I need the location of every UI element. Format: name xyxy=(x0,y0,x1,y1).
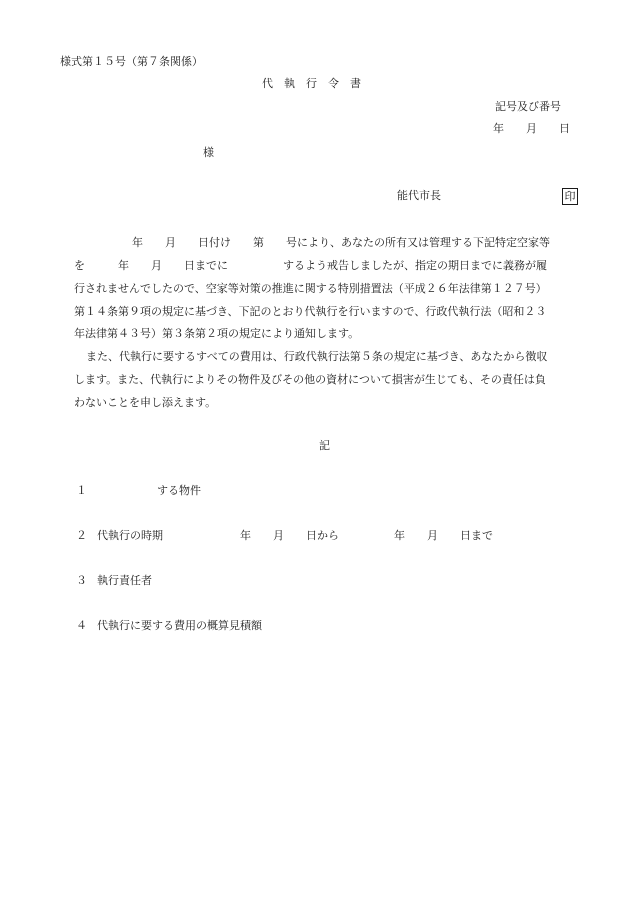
body-line: を 年 月 日までに するよう戒告しましたが、指定の期日までに義務が履 xyxy=(74,259,547,272)
issuer-name: 能代市長 xyxy=(397,189,441,202)
item-number: ３ xyxy=(76,574,87,587)
record-number-label: 記号及び番号 xyxy=(495,100,561,113)
body-line: 行されませんでしたので、空家等対策の推進に関する特別措置法（平成２６年法律第１２７号） xyxy=(74,282,547,295)
body-line: 第１４条第９項の規定に基づき、下記のとおり代執行を行いますので、行政代執行法（昭和２３ xyxy=(74,305,547,318)
body-line: します。また、代執行によりその物件及びその他の資材について損害が生じても、その責任は負 xyxy=(74,373,546,386)
item-number: ２ xyxy=(76,529,87,542)
addressee-honorific: 様 xyxy=(203,146,214,159)
form-number: 様式第１５号（第７条関係） xyxy=(60,55,203,68)
item-label: 執行責任者 xyxy=(97,574,152,587)
item-label: 代執行の時期 xyxy=(97,529,163,542)
body-line: 年法律第４３号）第３条第２項の規定により通知します。 xyxy=(74,327,360,340)
item-number: １ xyxy=(76,484,87,497)
document-title: 代 執 行 令 書 xyxy=(262,77,361,90)
body-line: 年 月 日付け 第 号により、あなたの所有又は管理する下記特定空家等 xyxy=(132,236,550,249)
item-label: 代執行に要する費用の概算見積額 xyxy=(97,619,262,632)
execution-period: 年 月 日から 年 月 日まで xyxy=(240,529,493,542)
issue-date: 年 月 日 xyxy=(493,122,570,135)
body-line: わないことを申し添えます。 xyxy=(74,396,217,409)
seal-stamp: 印 xyxy=(562,188,578,205)
body-line: また、代執行に要するすべての費用は、行政代執行法第５条の規定に基づき、あなたから徴収 xyxy=(86,350,548,363)
record-heading: 記 xyxy=(319,439,330,452)
item-label: する物件 xyxy=(157,484,201,497)
item-number: ４ xyxy=(76,619,87,632)
